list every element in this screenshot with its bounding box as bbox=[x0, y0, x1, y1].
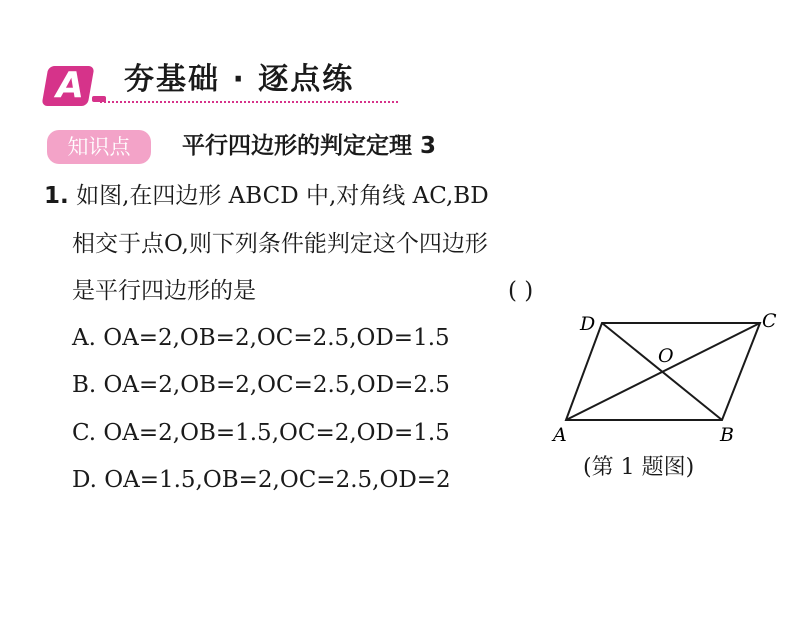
option-d: D. OA=1.5,OB=2,OC=2.5,OD=2 bbox=[72, 467, 451, 493]
knowledge-point-badge: 知识点 bbox=[47, 130, 151, 164]
question-stem-line2: 相交于点O,则下列条件能判定这个四边形 bbox=[72, 231, 488, 257]
figure-caption: (第 1 题图) bbox=[583, 455, 695, 480]
question-number: 1. bbox=[44, 183, 69, 209]
question-stem-text1: 如图,在四边形 ABCD 中,对角线 AC,BD bbox=[76, 183, 489, 209]
question-stem-line3: 是平行四边形的是 bbox=[72, 278, 256, 304]
vertex-label-c: C bbox=[762, 310, 777, 332]
vertex-label-d: D bbox=[580, 313, 596, 335]
dotted-divider bbox=[100, 101, 398, 103]
option-c: C. OA=2,OB=1.5,OC=2,OD=1.5 bbox=[72, 420, 450, 446]
center-label-o: O bbox=[658, 345, 674, 367]
option-a: A. OA=2,OB=2,OC=2.5,OD=1.5 bbox=[72, 325, 450, 351]
diagonal-bd bbox=[602, 323, 722, 420]
option-b: B. OA=2,OB=2,OC=2.5,OD=2.5 bbox=[72, 372, 450, 398]
section-title: 夯基础 · 逐点练 bbox=[124, 62, 355, 97]
question-stem-line1 bbox=[44, 180, 489, 212]
vertex-label-b: B bbox=[720, 424, 734, 446]
vertex-label-a: A bbox=[553, 424, 567, 446]
answer-bracket: ( ) bbox=[508, 278, 534, 304]
section-badge-letter: A bbox=[56, 65, 84, 106]
knowledge-point-title: 平行四边形的判定定理 3 bbox=[182, 133, 437, 159]
